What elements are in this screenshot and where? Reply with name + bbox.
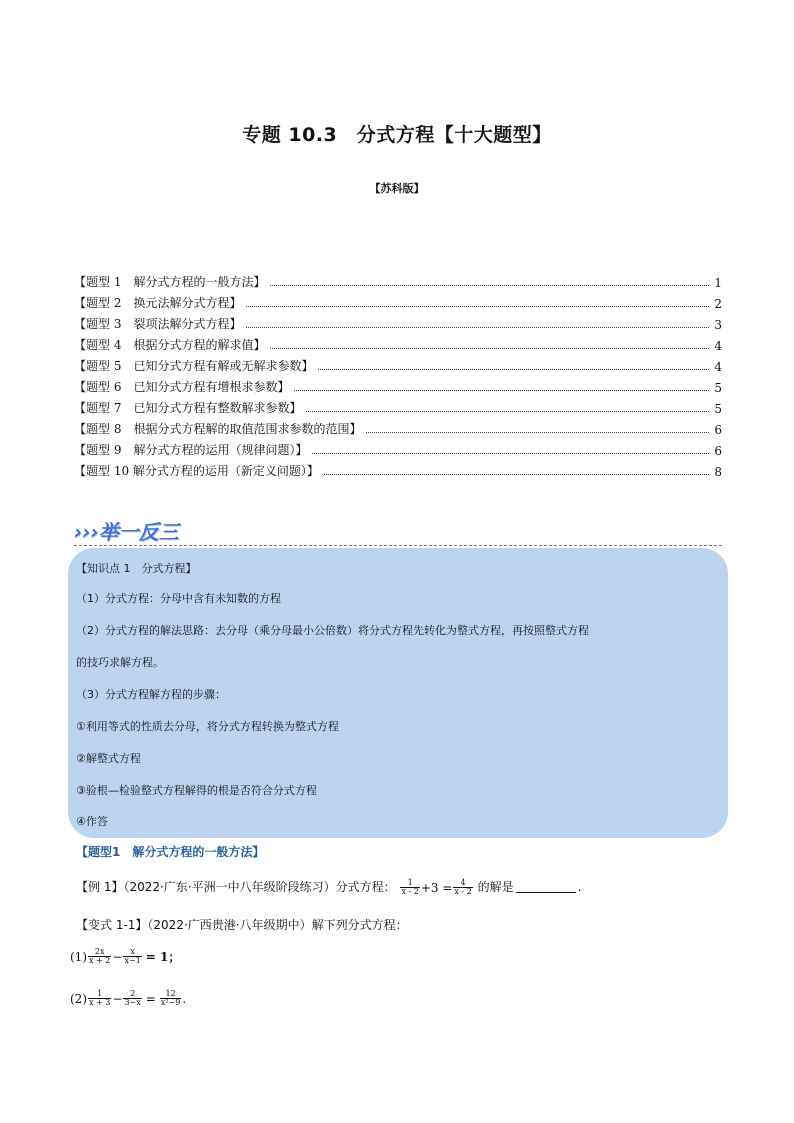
variant-intro: 【变式 1-1】（2022·广西贵港·八年级期中）解下列分式方程： xyxy=(76,918,408,932)
knowledge-line: ①利用等式的性质去分母，将分式方程转换为整式方程 xyxy=(76,720,339,733)
knowledge-line: ③验根—检验整式方程解得的根是否符合分式方程 xyxy=(76,784,317,797)
knowledge-line: （3）分式方程解方程的步骤： xyxy=(76,688,226,701)
operator: = xyxy=(145,991,156,1006)
knowledge-title: 【知识点 1 分式方程】 xyxy=(76,562,197,575)
fraction xyxy=(88,990,111,1007)
numerator: 1 xyxy=(97,989,103,998)
toc-entry-label: 【题型 3 裂项法解分式方程】 xyxy=(74,317,242,331)
equation xyxy=(70,948,180,965)
equation-2 xyxy=(70,990,186,1007)
operator: +3 = xyxy=(420,880,453,895)
toc-page-number: 6 xyxy=(714,444,722,458)
toc-entry-label: 【题型 8 根据分式方程解的取值范围求参数的范围】 xyxy=(74,422,362,436)
denominator: x−1 xyxy=(124,956,141,965)
knowledge-line: ④作答 xyxy=(76,815,108,828)
toc-entry-label: 【题型 10 解分式方程的运用（新定义问题）】 xyxy=(74,464,319,478)
toc-entry-label: 【题型 6 已知分式方程有增根求参数】 xyxy=(74,380,290,394)
toc-leader-dots xyxy=(324,473,709,475)
knowledge-line: ②解整式方程 xyxy=(76,752,141,765)
numerator: 12 xyxy=(165,989,176,998)
denominator: x - 2 xyxy=(454,887,472,896)
equation xyxy=(399,879,473,896)
numerator: x xyxy=(130,947,135,956)
denominator: x + 3 xyxy=(89,998,111,1007)
equation-1 xyxy=(70,948,180,965)
knowledge-box xyxy=(68,548,728,838)
toc-leader-dots xyxy=(270,284,709,286)
toc-entry-label: 【题型 9 解分式方程的运用（规律问题）】 xyxy=(74,443,308,457)
edition-label: 【苏科版】 xyxy=(369,182,425,195)
toc-entry-label: 【题型 1 解分式方程的一般方法】 xyxy=(74,275,266,289)
toc-leader-dots xyxy=(270,347,709,349)
example-suffix: 的解是 xyxy=(477,880,514,894)
period: . xyxy=(182,991,187,1006)
toc-page-number: 5 xyxy=(714,402,722,416)
numerator: 1 xyxy=(407,878,413,887)
section-heading: 【题型1 解分式方程的一般方法】 xyxy=(76,845,265,859)
toc-entry-label: 【题型 5 已知分式方程有解或无解求参数】 xyxy=(74,359,314,373)
toc-entry[interactable] xyxy=(74,290,722,311)
toc-entry[interactable] xyxy=(74,458,722,479)
period: . xyxy=(577,880,582,894)
toc-entry[interactable] xyxy=(74,395,722,416)
toc-entry-label: 【题型 7 已知分式方程有整数解求参数】 xyxy=(74,401,302,415)
toc-page-number: 6 xyxy=(714,423,722,437)
toc-leader-dots xyxy=(246,305,709,307)
knowledge-line: （2）分式方程的解法思路：去分母（乘分母最小公倍数）将分式方程先转化为整式方程，再按照整式方程 xyxy=(76,624,589,637)
denominator: x + 2 xyxy=(89,956,111,965)
fraction xyxy=(123,990,141,1007)
toc-leader-dots xyxy=(294,389,709,391)
table-of-contents xyxy=(74,269,722,479)
fraction xyxy=(453,879,472,896)
document-title: 专题 10.3 分式方程【十大题型】 xyxy=(242,124,552,146)
toc-entry[interactable] xyxy=(74,332,722,353)
numerator: 2x xyxy=(94,947,105,956)
toc-entry[interactable] xyxy=(74,416,722,437)
numerator: 2 xyxy=(130,989,136,998)
toc-entry[interactable] xyxy=(74,353,722,374)
numerator: 4 xyxy=(460,878,466,887)
toc-leader-dots xyxy=(318,368,709,370)
denominator: x²−9 xyxy=(160,998,181,1007)
example-1 xyxy=(76,878,581,896)
operator: − xyxy=(112,991,123,1006)
toc-entry[interactable] xyxy=(74,374,722,395)
toc-page-number: 3 xyxy=(714,318,722,332)
equation-label: (2) xyxy=(70,991,87,1006)
fraction xyxy=(123,948,141,965)
answer-blank xyxy=(516,880,576,893)
toc-entry[interactable] xyxy=(74,269,722,290)
section-banner xyxy=(74,514,722,548)
toc-page-number: 2 xyxy=(714,297,722,311)
toc-entry-label: 【题型 2 换元法解分式方程】 xyxy=(74,296,242,310)
toc-leader-dots xyxy=(366,431,709,433)
banner-title: ›››举一反三 xyxy=(74,520,179,544)
knowledge-line: 的技巧求解方程。 xyxy=(76,656,164,669)
example-prefix: 【例 1】（2022·广东·平洲一中八年级阶段练习）分式方程： xyxy=(76,880,396,894)
toc-leader-dots xyxy=(306,410,709,412)
denominator: x - 2 xyxy=(401,887,419,896)
operator: − xyxy=(112,949,123,964)
toc-entry[interactable] xyxy=(74,311,722,332)
toc-page-number: 8 xyxy=(714,465,722,479)
toc-entry[interactable] xyxy=(74,437,722,458)
knowledge-line: （1）分式方程：分母中含有未知数的方程 xyxy=(76,592,281,605)
fraction xyxy=(160,990,182,1007)
toc-leader-dots xyxy=(312,452,709,454)
fraction xyxy=(88,948,111,965)
toc-page-number: 4 xyxy=(714,360,722,374)
toc-entry-label: 【题型 4 根据分式方程的解求值】 xyxy=(74,338,266,352)
fraction xyxy=(400,879,419,896)
toc-page-number: 4 xyxy=(714,339,722,353)
denominator: 3−x xyxy=(124,998,141,1007)
banner-divider xyxy=(74,545,722,546)
equation-label: (1) xyxy=(70,949,87,964)
toc-leader-dots xyxy=(246,326,709,328)
equation xyxy=(70,990,186,1007)
right-hand-side: = 1； xyxy=(145,950,181,964)
toc-page-number: 5 xyxy=(714,381,722,395)
toc-page-number: 1 xyxy=(714,276,722,290)
